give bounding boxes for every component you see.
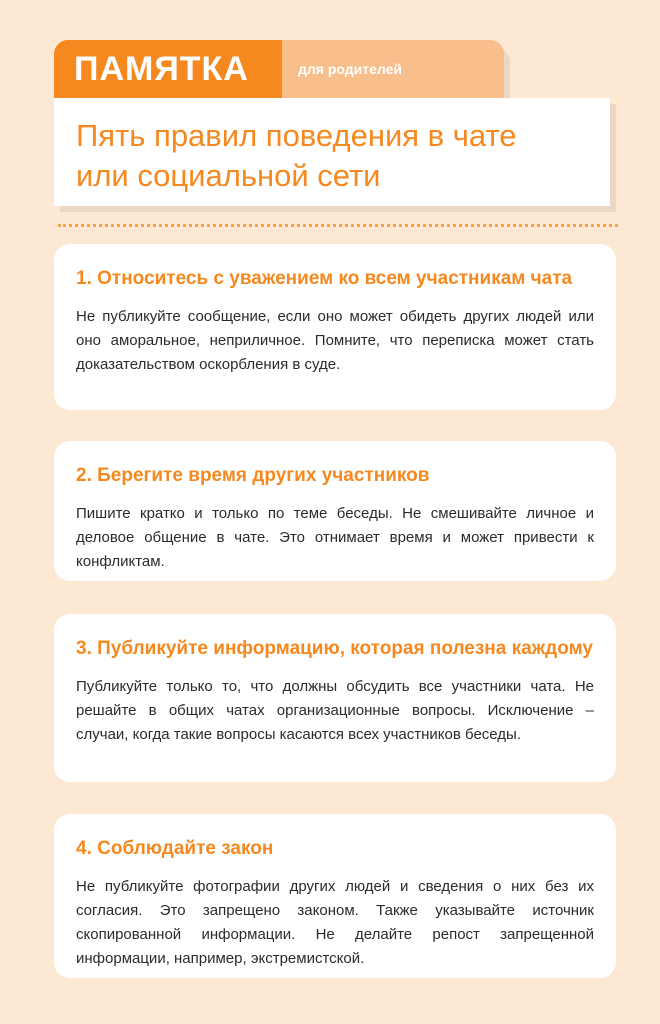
header-tabs xyxy=(54,40,454,98)
rule-title: 2. Берегите время других участников xyxy=(76,465,430,486)
rule-card-1 xyxy=(54,244,616,410)
dotted-divider xyxy=(58,224,618,227)
title-box xyxy=(54,98,610,206)
tab-sub-label: для родителей xyxy=(282,40,504,98)
tab-main-label: ПАМЯТКА xyxy=(54,40,282,98)
page-title-line2: или социальной сети xyxy=(76,158,381,193)
page-title-line1: Пять правил поведения в чате xyxy=(76,118,517,153)
rule-text: Пишите кратко и только по теме беседы. Не смешивайте личное и деловое общение в чате. Это отнимает время и может привести к конфликтам. xyxy=(76,505,594,570)
rule-card-4 xyxy=(54,814,616,978)
rule-text: Не публикуйте сообщение, если оно может обидеть других людей или оно аморальное, неприличное. Помните, что переписка может стать доказательством оскорбления в суде. xyxy=(76,308,594,373)
rule-text: Публикуйте только то, что должны обсудить все участники чата. Не решайте в общих чатах организационные вопросы. Исключение – случаи, когда такие вопросы касаются всех участников беседы. xyxy=(76,678,594,743)
rule-card-2 xyxy=(54,441,616,581)
rule-title: 3. Публикуйте информацию, которая полезна каждому xyxy=(76,638,593,659)
rule-text: Не публикуйте фотографии других людей и сведения о них без их согласия. Это запрещено законом. Также указывайте источник скопированной информации. Не делайте репост запрещенной информации, например, экстремистской. xyxy=(76,878,594,967)
rule-card-3 xyxy=(54,614,616,782)
rule-title: 4. Соблюдайте закон xyxy=(76,838,274,859)
rule-title: 1. Относитесь с уважением ко всем участникам чата xyxy=(76,268,573,289)
